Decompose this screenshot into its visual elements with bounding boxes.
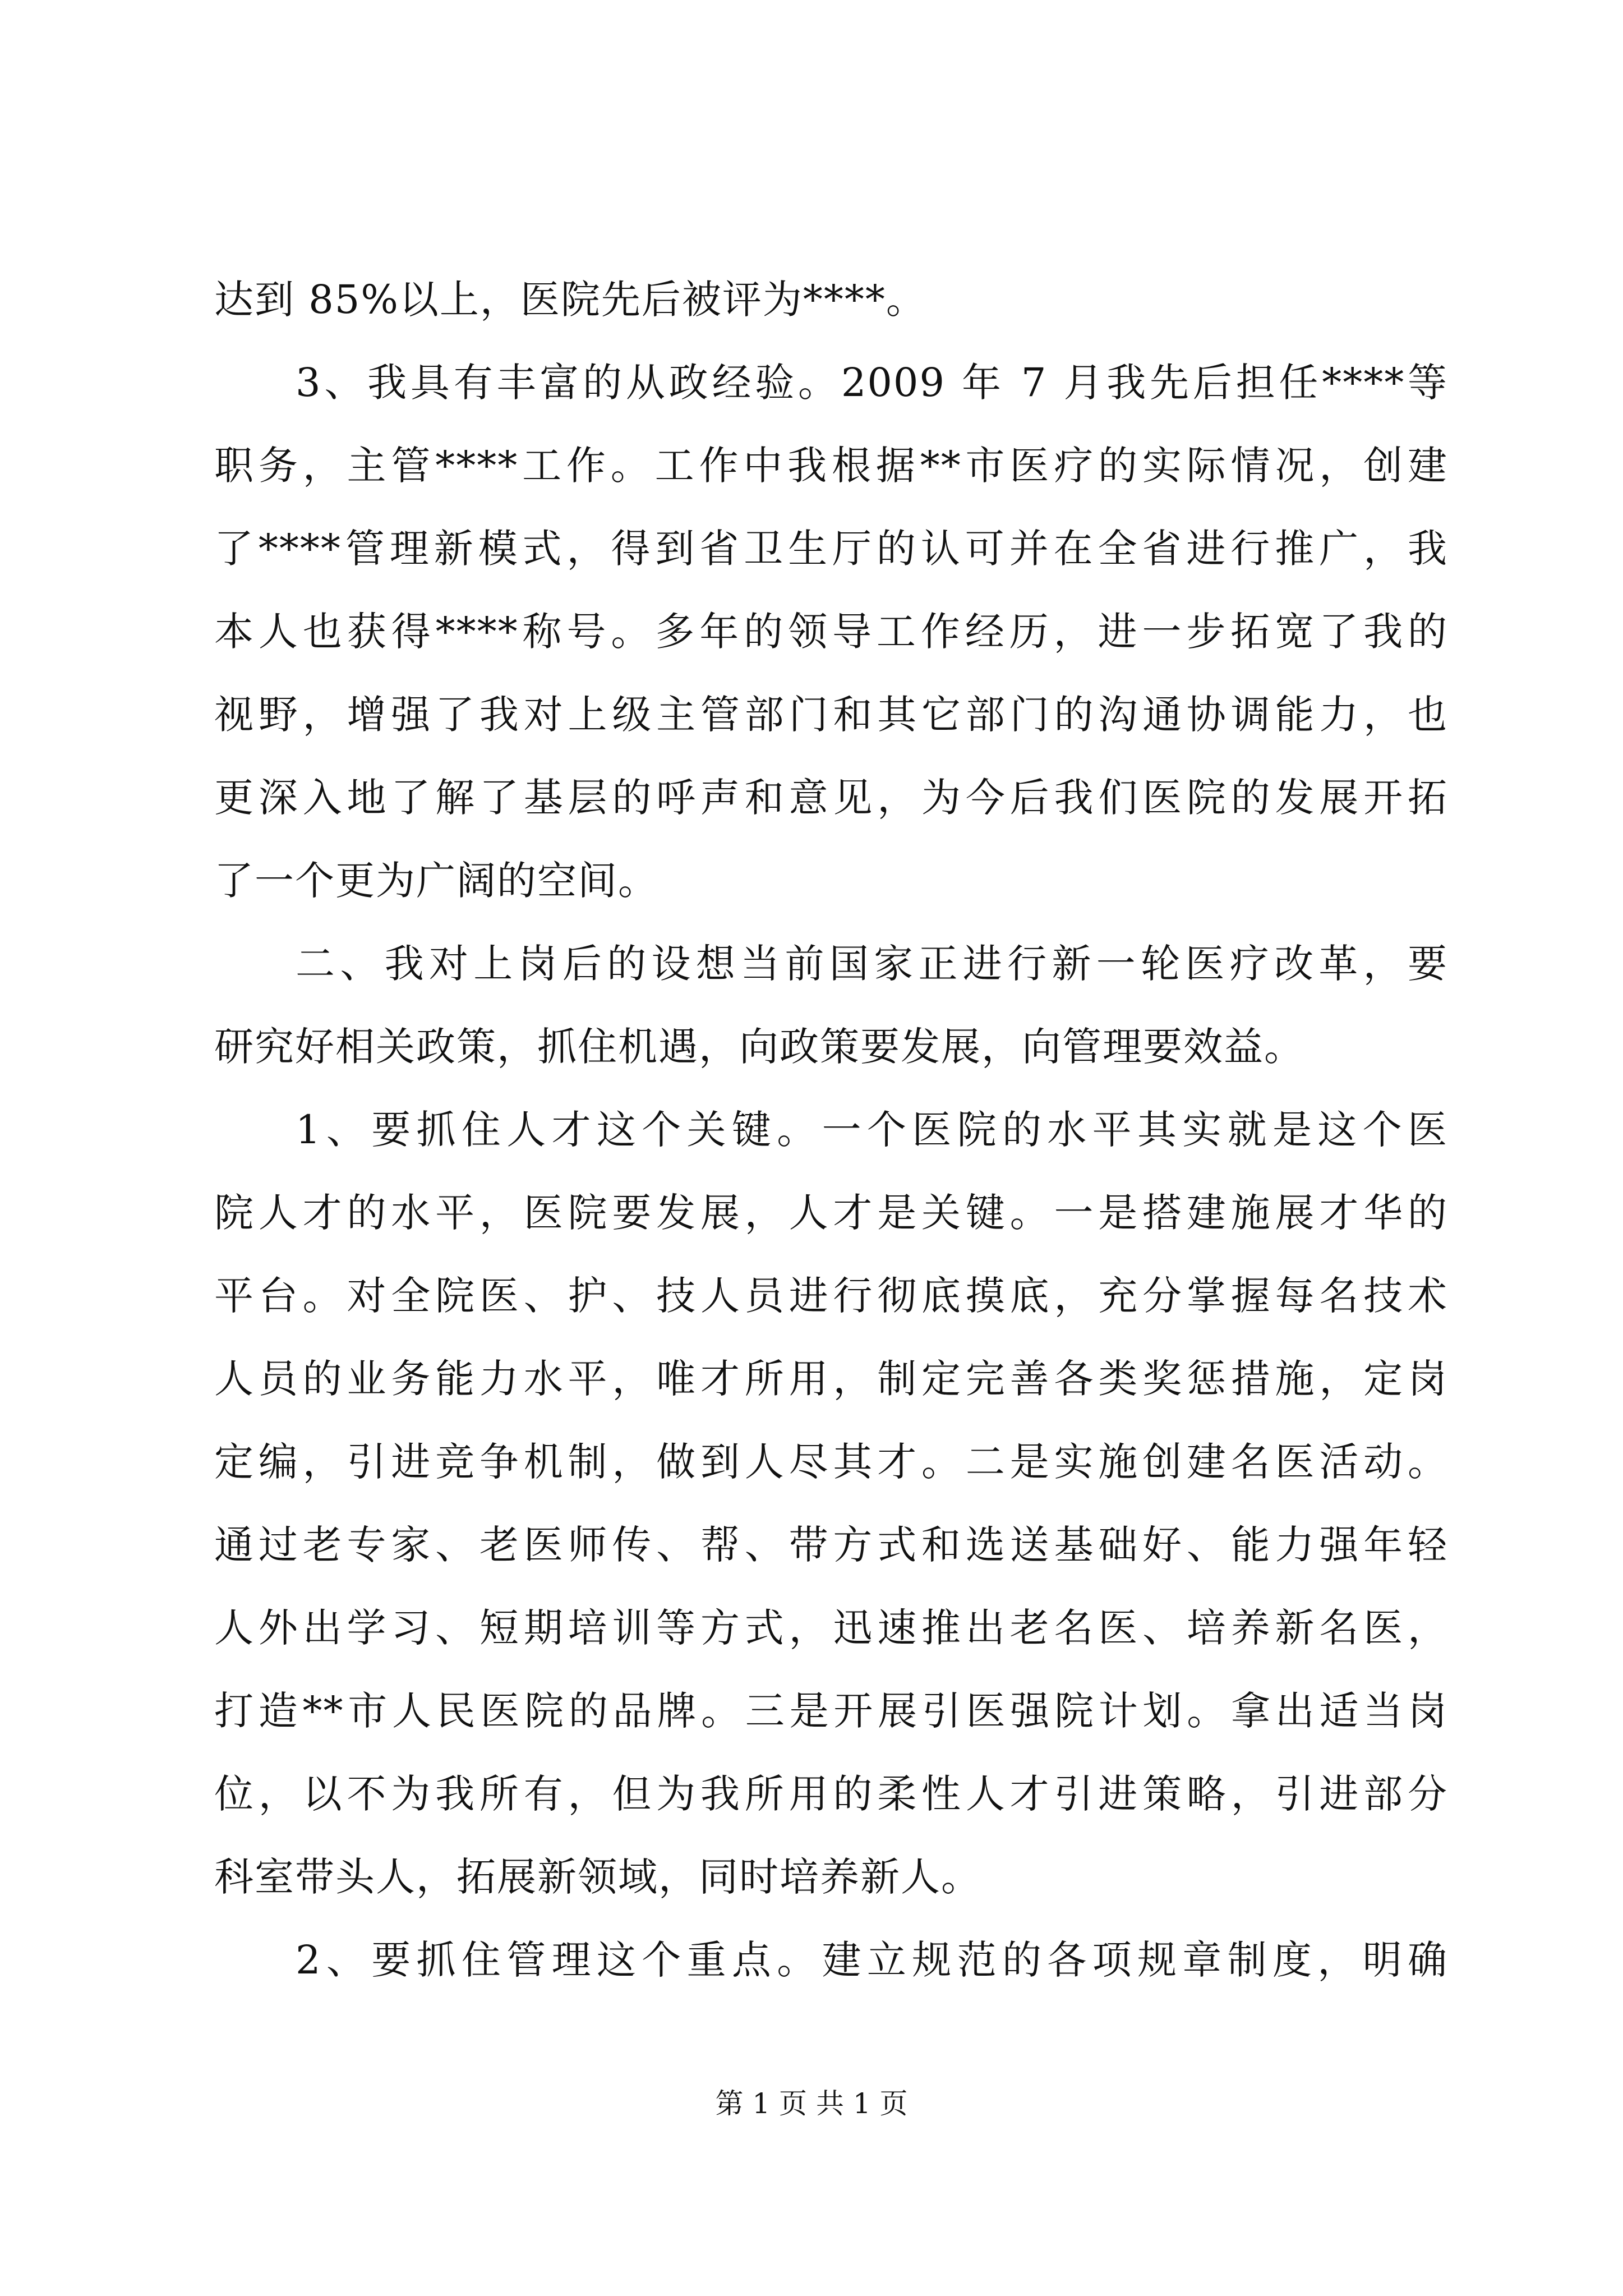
text-line: 平台。对全院医、护、技人员进行彻底摸底，充分掌握每名技术 [214, 1273, 1448, 1319]
text-line: 职务，主管****工作。工作中我根据**市医疗的实际情况，创建 [214, 443, 1448, 489]
text-line: 定编，引进竞争机制，做到人尽其才。二是实施创建名医活动。 [214, 1439, 1448, 1485]
text-line: 视野，增强了我对上级主管部门和其它部门的沟通协调能力，也 [214, 692, 1448, 738]
text-line: 人外出学习、短期培训等方式，迅速推出老名医、培养新名医， [214, 1605, 1448, 1651]
text-line: 更深入地了解了基层的呼声和意见，为今后我们医院的发展开拓 [214, 775, 1448, 821]
text-line: 了一个更为广阔的空间。 [214, 858, 658, 904]
paragraph-line: 3、我具有丰富的从政经验。2009 年 7 月我先后担任****等 [296, 360, 1448, 406]
text-line: 科室带头人，拓展新领域，同时培养新人。 [214, 1854, 981, 1900]
document-body [214, 258, 1448, 2001]
text-line: 打造**市人民医院的品牌。三是开展引医强院计划。拿出适当岗 [214, 1688, 1448, 1734]
text-line: 研究好相关政策，抓住机遇，向政策要发展，向管理要效益。 [214, 1024, 1304, 1070]
paragraph-line: 二、我对上岗后的设想当前国家正进行新一轮医疗改革，要 [296, 941, 1448, 987]
paragraph-line: 2、要抓住管理这个重点。建立规范的各项规章制度，明确 [296, 1937, 1448, 1983]
text-line: 通过老专家、老医师传、帮、带方式和选送基础好、能力强年轻 [214, 1522, 1448, 1568]
text-line: 位，以不为我所有，但为我所用的柔性人才引进策略，引进部分 [214, 1771, 1448, 1817]
page-number-footer: 第 1 页 共 1 页 [715, 2087, 908, 2120]
text-line: 院人才的水平，医院要发展，人才是关键。一是搭建施展才华的 [214, 1190, 1448, 1236]
paragraph-line: 1、要抓住人才这个关键。一个医院的水平其实就是这个医 [296, 1107, 1448, 1153]
text-line: 达到 85%以上，医院先后被评为****。 [214, 277, 926, 323]
text-line: 了****管理新模式，得到省卫生厅的认可并在全省进行推广，我 [214, 526, 1448, 572]
text-line: 人员的业务能力水平，唯才所用，制定完善各类奖惩措施，定岗 [214, 1356, 1448, 1402]
text-line: 本人也获得****称号。多年的领导工作经历，进一步拓宽了我的 [214, 609, 1448, 655]
